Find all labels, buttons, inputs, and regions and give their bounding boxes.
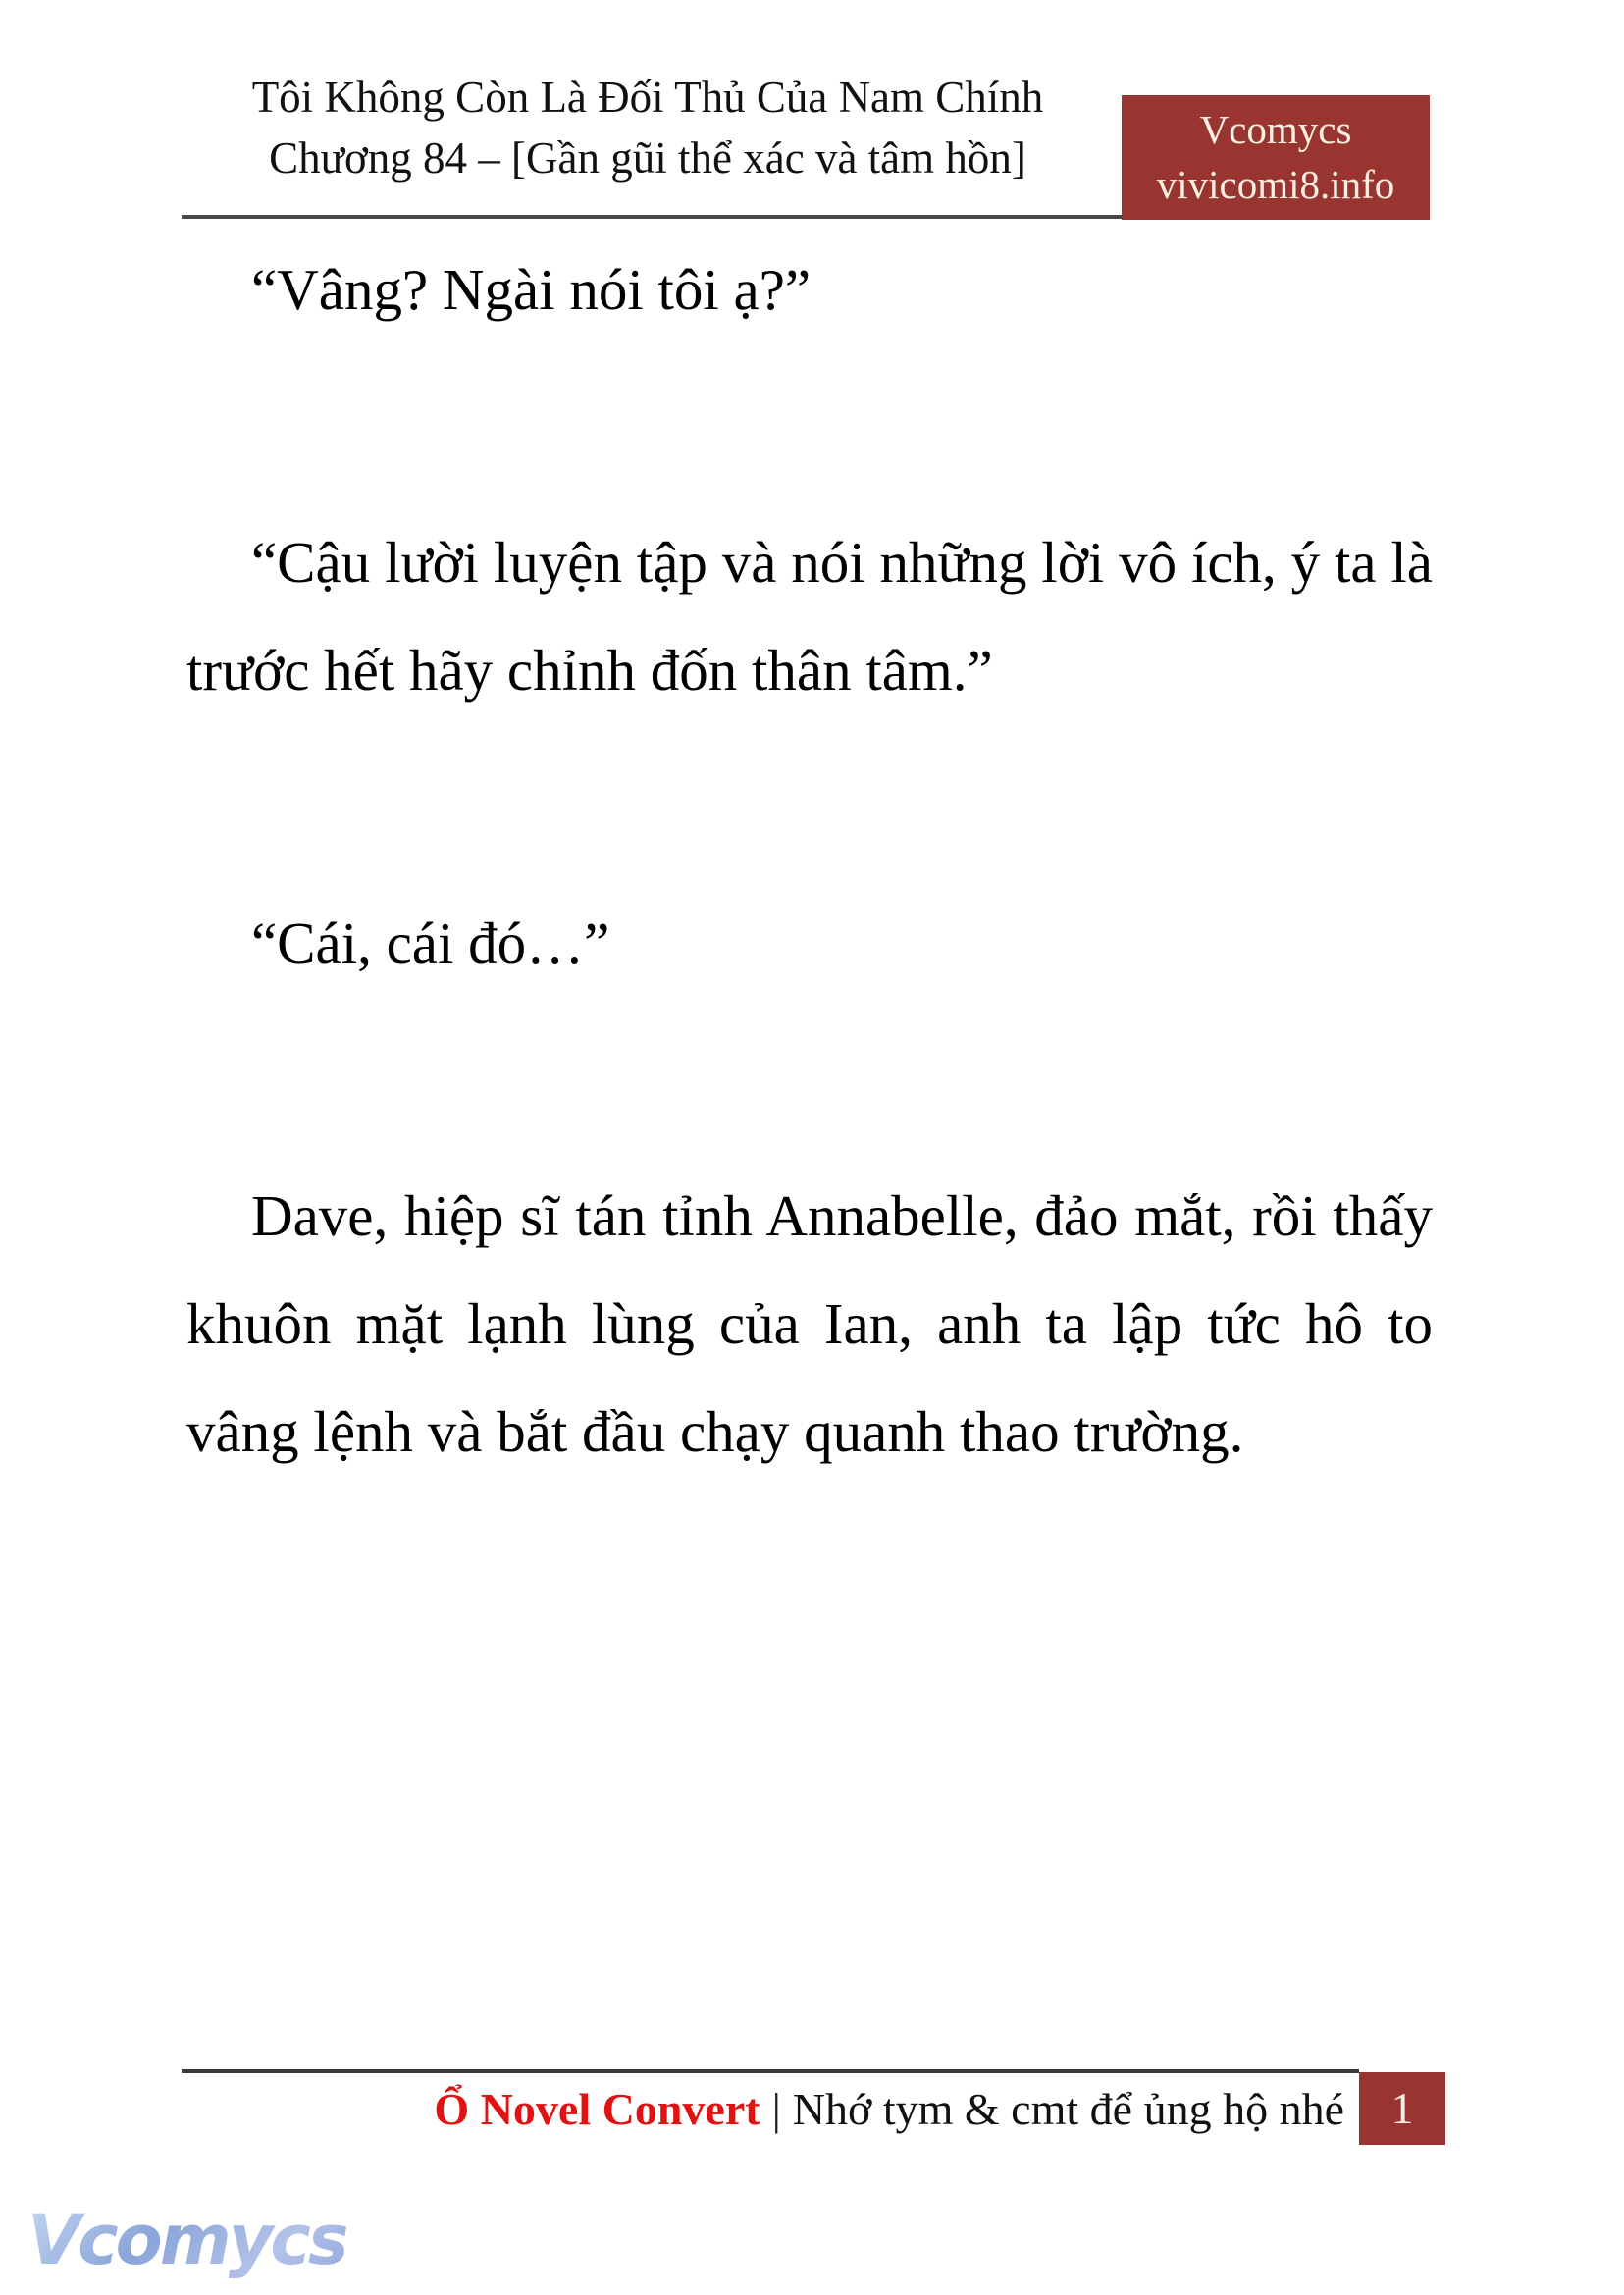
footer-note: Nhớ tym & cmt để ủng hộ nhé xyxy=(792,2084,1344,2134)
paragraph-dialogue-3: “Cái, cái đó…” xyxy=(251,911,610,975)
vcomycs-logo: Vcomycs xyxy=(27,2200,346,2280)
chapter-body xyxy=(186,235,1433,1486)
header-divider xyxy=(182,215,1122,219)
footer-brand: Ổ Novel Convert xyxy=(434,2084,760,2134)
paragraph-dialogue-1: “Vâng? Ngài nói tôi ạ?” xyxy=(251,257,812,322)
paragraph-dialogue-2: “Cậu lười luyện tập và nói những lời vô ích, ý ta là trước hết hãy chỉnh đốn thân tâm.” xyxy=(186,530,1433,703)
novel-title: Tôi Không Còn Là Đối Thủ Của Nam Chính xyxy=(251,73,1044,122)
page-number-badge: 1 xyxy=(1359,2072,1445,2145)
footer-separator: | xyxy=(771,2084,781,2134)
chapter-header xyxy=(182,67,1114,188)
badge-website: vivicomi8.info xyxy=(1156,162,1395,207)
badge-brand-name: Vcomycs xyxy=(1199,107,1352,152)
translator-badge xyxy=(1122,95,1430,220)
chapter-subtitle: Chương 84 – [Gần gũi thể xác và tâm hồn] xyxy=(269,133,1026,183)
footer xyxy=(182,2078,1344,2141)
paragraph-narration: Dave, hiệp sĩ tán tỉnh Annabelle, đảo mắt, rồi thấy khuôn mặt lạnh lùng của Ian, anh ta lập tức hô to vâng lệnh và bắt đầu chạy quanh thao trường. xyxy=(186,1183,1433,1464)
footer-divider xyxy=(182,2069,1359,2073)
